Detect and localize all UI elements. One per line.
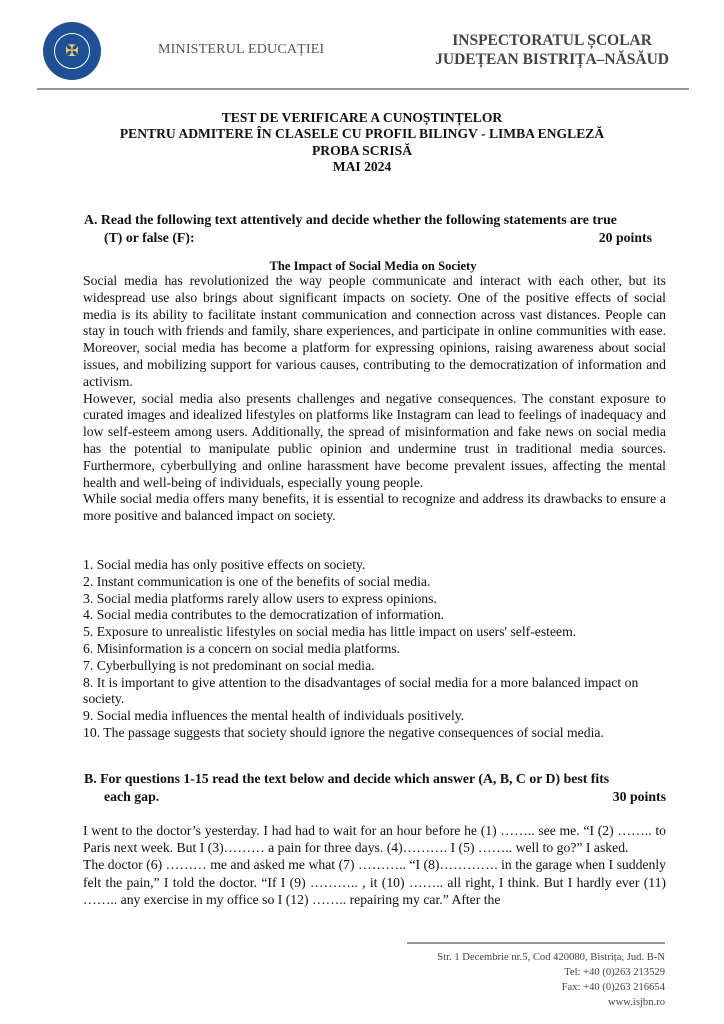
statement: 6. Misinformation is a concern on social media platforms. bbox=[83, 640, 401, 656]
passage-paragraph: However, social media also presents challenges and negative consequences. The constant exposure to curated images and idealized lifestyles on platforms like Instagram can lead to feelings of inadequacy and low self-esteem among users. Additionally, the spread of misinformation and fake news on social media has the potential to manipulate public opinion and undermine trust in traditional media sources. Furthermore, cyberbullying and online harassment have become prevalent issues, affecting the mental health and well-being of individuals, especially young people. bbox=[83, 390, 666, 490]
cloze-paragraph: I went to the doctor’s yesterday. I had had to wait for an hour before he (1) …….. see me. “I (2) …….. to Paris next week. But I (3)……… a pain for three days. (4)………. I (5) …….. well to go?” I asked. bbox=[83, 823, 666, 856]
inspectorate-name bbox=[435, 31, 669, 69]
section-a-instruction-cont: (T) or false (F): bbox=[104, 230, 195, 245]
section-b-points: 30 points bbox=[612, 789, 666, 804]
statements-list bbox=[83, 557, 666, 742]
passage-paragraph: While social media offers many benefits, it is essential to recognize and address its drawbacks to ensure a more positive and balanced impact on society. bbox=[83, 491, 666, 524]
footer-address: Str. 1 Decembrie nr.5, Cod 420080, Bistrița, Jud. B-N bbox=[437, 952, 665, 963]
passage-paragraph: Social media has revolutionized the way people communicate and interact with each other, but its widespread use also brings about significant impacts on society. One of the positive effects of social media is its ability to facilitate instant communication and connection across vast distances. People can stay in touch with friends and family, share experiences, and participate in online communities with ease. Moreover, social media has become a platform for expressing opinions, raising awareness about social issues, and mobilizing support for various causes, contributing to the democratization of information and activism. bbox=[83, 273, 666, 389]
document-title bbox=[0, 110, 724, 176]
footer-divider bbox=[407, 942, 665, 944]
government-seal-logo bbox=[43, 22, 101, 80]
title-line: MAI 2024 bbox=[332, 159, 392, 175]
footer-contact bbox=[437, 950, 665, 1010]
eagle-icon: ✠ bbox=[54, 33, 90, 69]
statement: 5. Exposure to unrealistic lifestyles on social media has little impact on users' self-esteem. bbox=[83, 624, 577, 640]
cloze-paragraph: The doctor (6) ……… me and asked me what (7) ……….. “I (8)…………. in the garage when I suddenly felt the pain,” I told the doctor. “If I (9) ……….. , it (10) …….. all right, I think. But I hardly ever (11) …….. any exercise in my office so I (12) …….. repairing my car.” After the bbox=[83, 857, 666, 907]
ministry-name: MINISTERUL EDUCAȚIEI bbox=[158, 42, 325, 57]
title-line: PENTRU ADMITERE ÎN CLASELE CU PROFIL BILINGV - LIMBA ENGLEZĂ bbox=[119, 126, 605, 142]
footer-fax: Fax: +40 (0)263 216654 bbox=[561, 982, 665, 993]
passage-text bbox=[83, 273, 666, 525]
statement: 7. Cyberbullying is not predominant on social media. bbox=[83, 657, 375, 673]
section-b-heading bbox=[84, 770, 666, 806]
cloze-text bbox=[83, 822, 666, 908]
section-a-instruction: A. Read the following text attentively and decide whether the following statements are true bbox=[84, 212, 617, 227]
footer-website: www.isjbn.ro bbox=[608, 997, 665, 1008]
statement: 4. Social media contributes to the democratization of information. bbox=[83, 607, 445, 623]
section-b-instruction-cont: each gap. bbox=[104, 789, 160, 804]
inspectorate-line1: INSPECTORATUL ȘCOLAR bbox=[452, 32, 652, 49]
section-a-heading bbox=[84, 211, 652, 247]
statement: 3. Social media platforms rarely allow users to express opinions. bbox=[83, 590, 437, 606]
footer-tel: Tel: +40 (0)263 213529 bbox=[564, 967, 665, 978]
title-line: PROBA SCRISĂ bbox=[311, 142, 413, 158]
header-divider bbox=[37, 88, 689, 90]
statement: 2. Instant communication is one of the benefits of social media. bbox=[83, 573, 431, 589]
inspectorate-line2: JUDEȚEAN BISTRIȚA–NĂSĂUD bbox=[435, 51, 669, 68]
title-line: TEST DE VERIFICARE A CUNOȘTINȚELOR bbox=[221, 110, 503, 125]
statement: 10. The passage suggests that society should ignore the negative consequences of social media. bbox=[83, 724, 604, 740]
section-a-points: 20 points bbox=[598, 230, 652, 245]
statement: 1. Social media has only positive effects on society. bbox=[83, 557, 366, 572]
statement: 9. Social media influences the mental health of individuals positively. bbox=[83, 708, 465, 724]
passage-title: The Impact of Social Media on Society bbox=[269, 259, 477, 273]
section-b-instruction: B. For questions 1-15 read the text below and decide which answer (A, B, C or D) best fits bbox=[84, 771, 610, 786]
statement: 8. It is important to give attention to the disadvantages of social media for a more balanced impact on society. bbox=[83, 674, 639, 707]
